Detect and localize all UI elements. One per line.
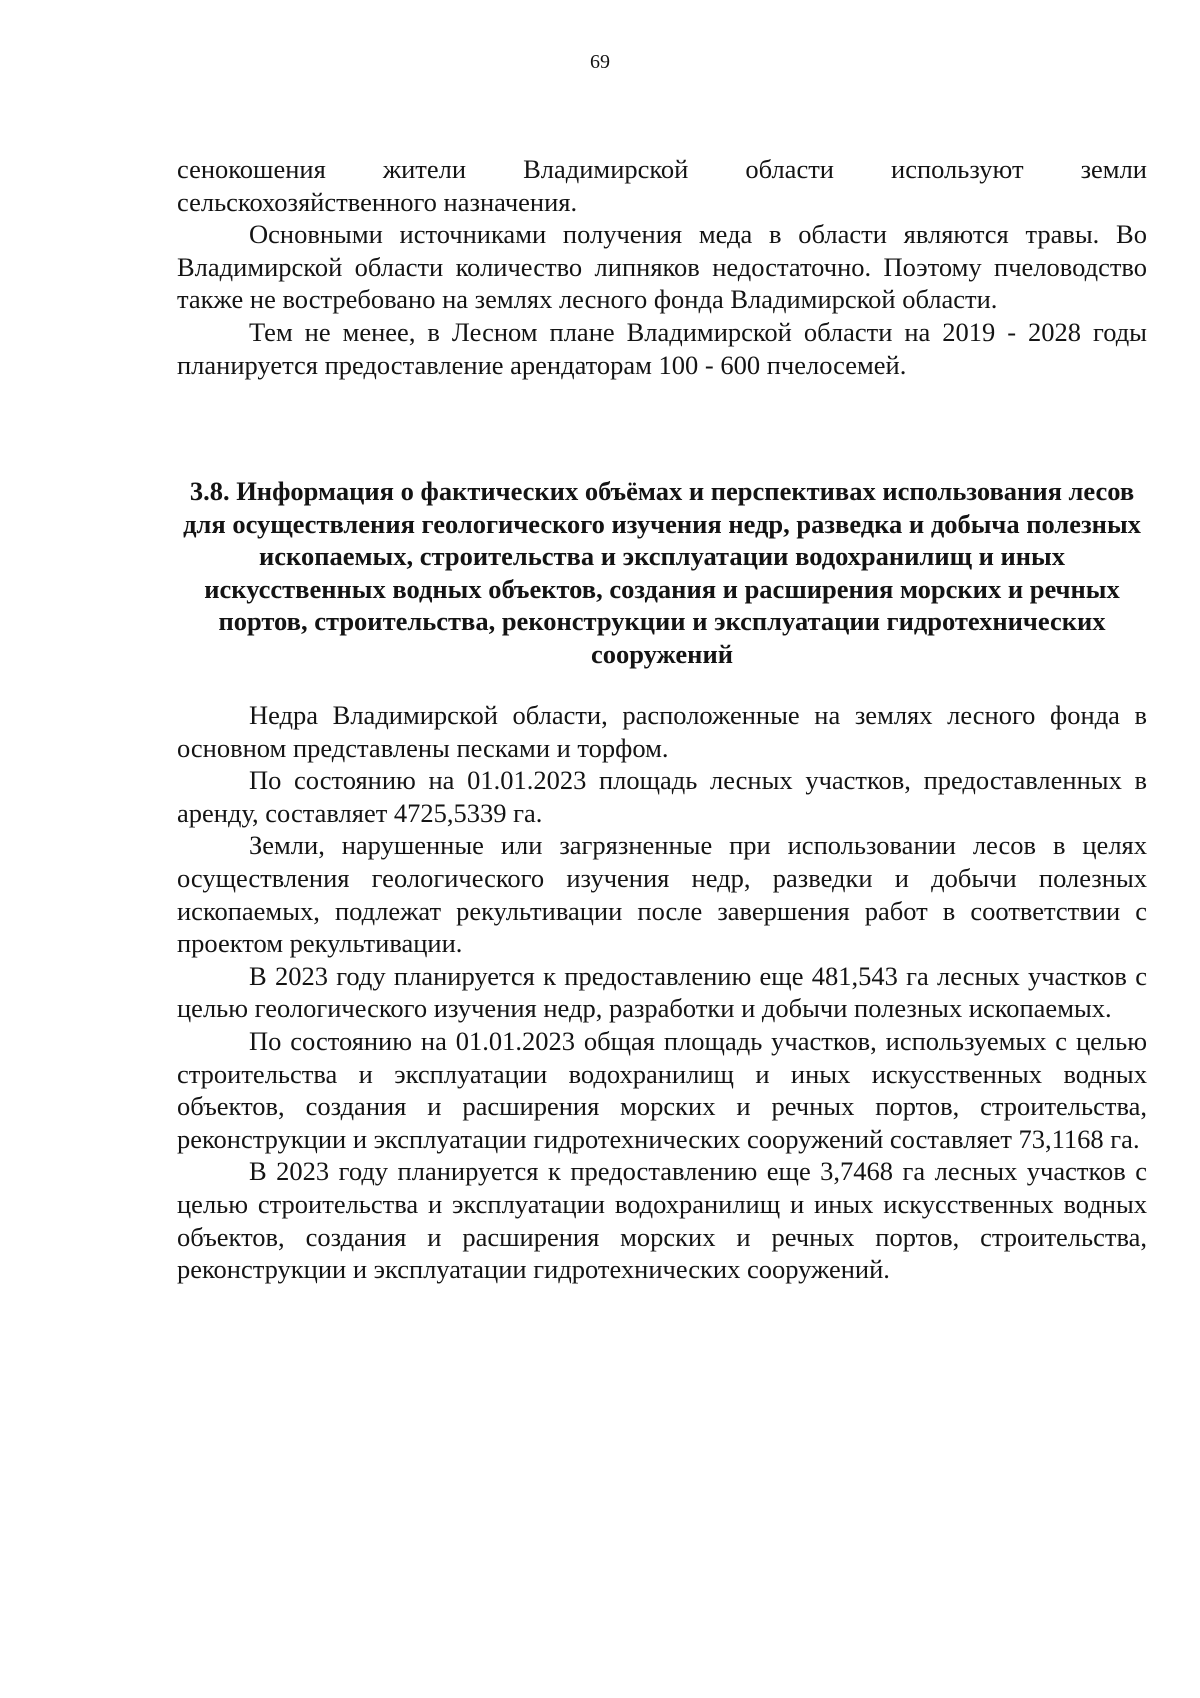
paragraph-planned-geology: В 2023 году планируется к предоставлению еще 481,543 га лесных участков с целью геологического изучения недр, разработки и добычи полезных ископаемых. [177, 960, 1147, 1024]
paragraph-leased-area: По состоянию на 01.01.2023 площадь лесных участков, предоставленных в аренду, составляет 4725,5339 га. [177, 765, 1147, 828]
paragraph-continuation: сенокошения жители Владимирской области используют земли сельскохозяйственного назначения. [177, 154, 1147, 217]
paragraph-subsoil: Недра Владимирской области, расположенные на землях лесного фонда в основном представлены песками и торфом. [177, 700, 1147, 763]
paragraph-reclamation: Земли, нарушенные или загрязненные при использовании лесов в целях осуществления геологического изучения недр, разведки и добычи полезных ископаемых, подлежат рекультивации после завершения работ в соответствии с проектом рекультивации. [177, 830, 1147, 959]
paragraph-planned-water-objects: В 2023 году планируется к предоставлению еще 3,7468 га лесных участков с целью строительства и эксплуатации водохранилищ и иных искусственных водных объектов, создания и расширения морских и речных портов, строительства, реконструкции и эксплуатации гидротехнических сооружений. [177, 1156, 1147, 1285]
paragraph-honey-sources: Основными источниками получения меда в области являются травы. Во Владимирской области количество липняков недостаточно. Поэтому пчеловодство также не востребовано на землях лесного фонда Владимирской области. [177, 219, 1147, 315]
paragraph-water-objects-area: По состоянию на 01.01.2023 общая площадь участков, используемых с целью строительства и эксплуатации водохранилищ и иных искусственных водных объектов, создания и расширения морских и речных портов, строительства, реконструкции и эксплуатации гидротехнических сооружений составляет 73,1168 га. [177, 1025, 1147, 1154]
section-body [177, 699, 1147, 1286]
section-heading: 3.8. Информация о фактических объёмах и перспективах использования лесов для осуществления геологического изучения недр, разведка и добыча полезных ископаемых, строительства и эксплуатации водохранилищ и иных искусственных водных объектов, создания и расширения морских и речных портов, строительства, реконструкции и эксплуатации гидротехнических сооружений [183, 476, 1141, 669]
page-number: 69 [590, 51, 610, 73]
intro-text [177, 153, 1147, 381]
paragraph-forest-plan: Тем не менее, в Лесном плане Владимирской области на 2019 - 2028 годы планируется предоставление арендаторам 100 - 600 пчелосемей. [177, 316, 1147, 380]
